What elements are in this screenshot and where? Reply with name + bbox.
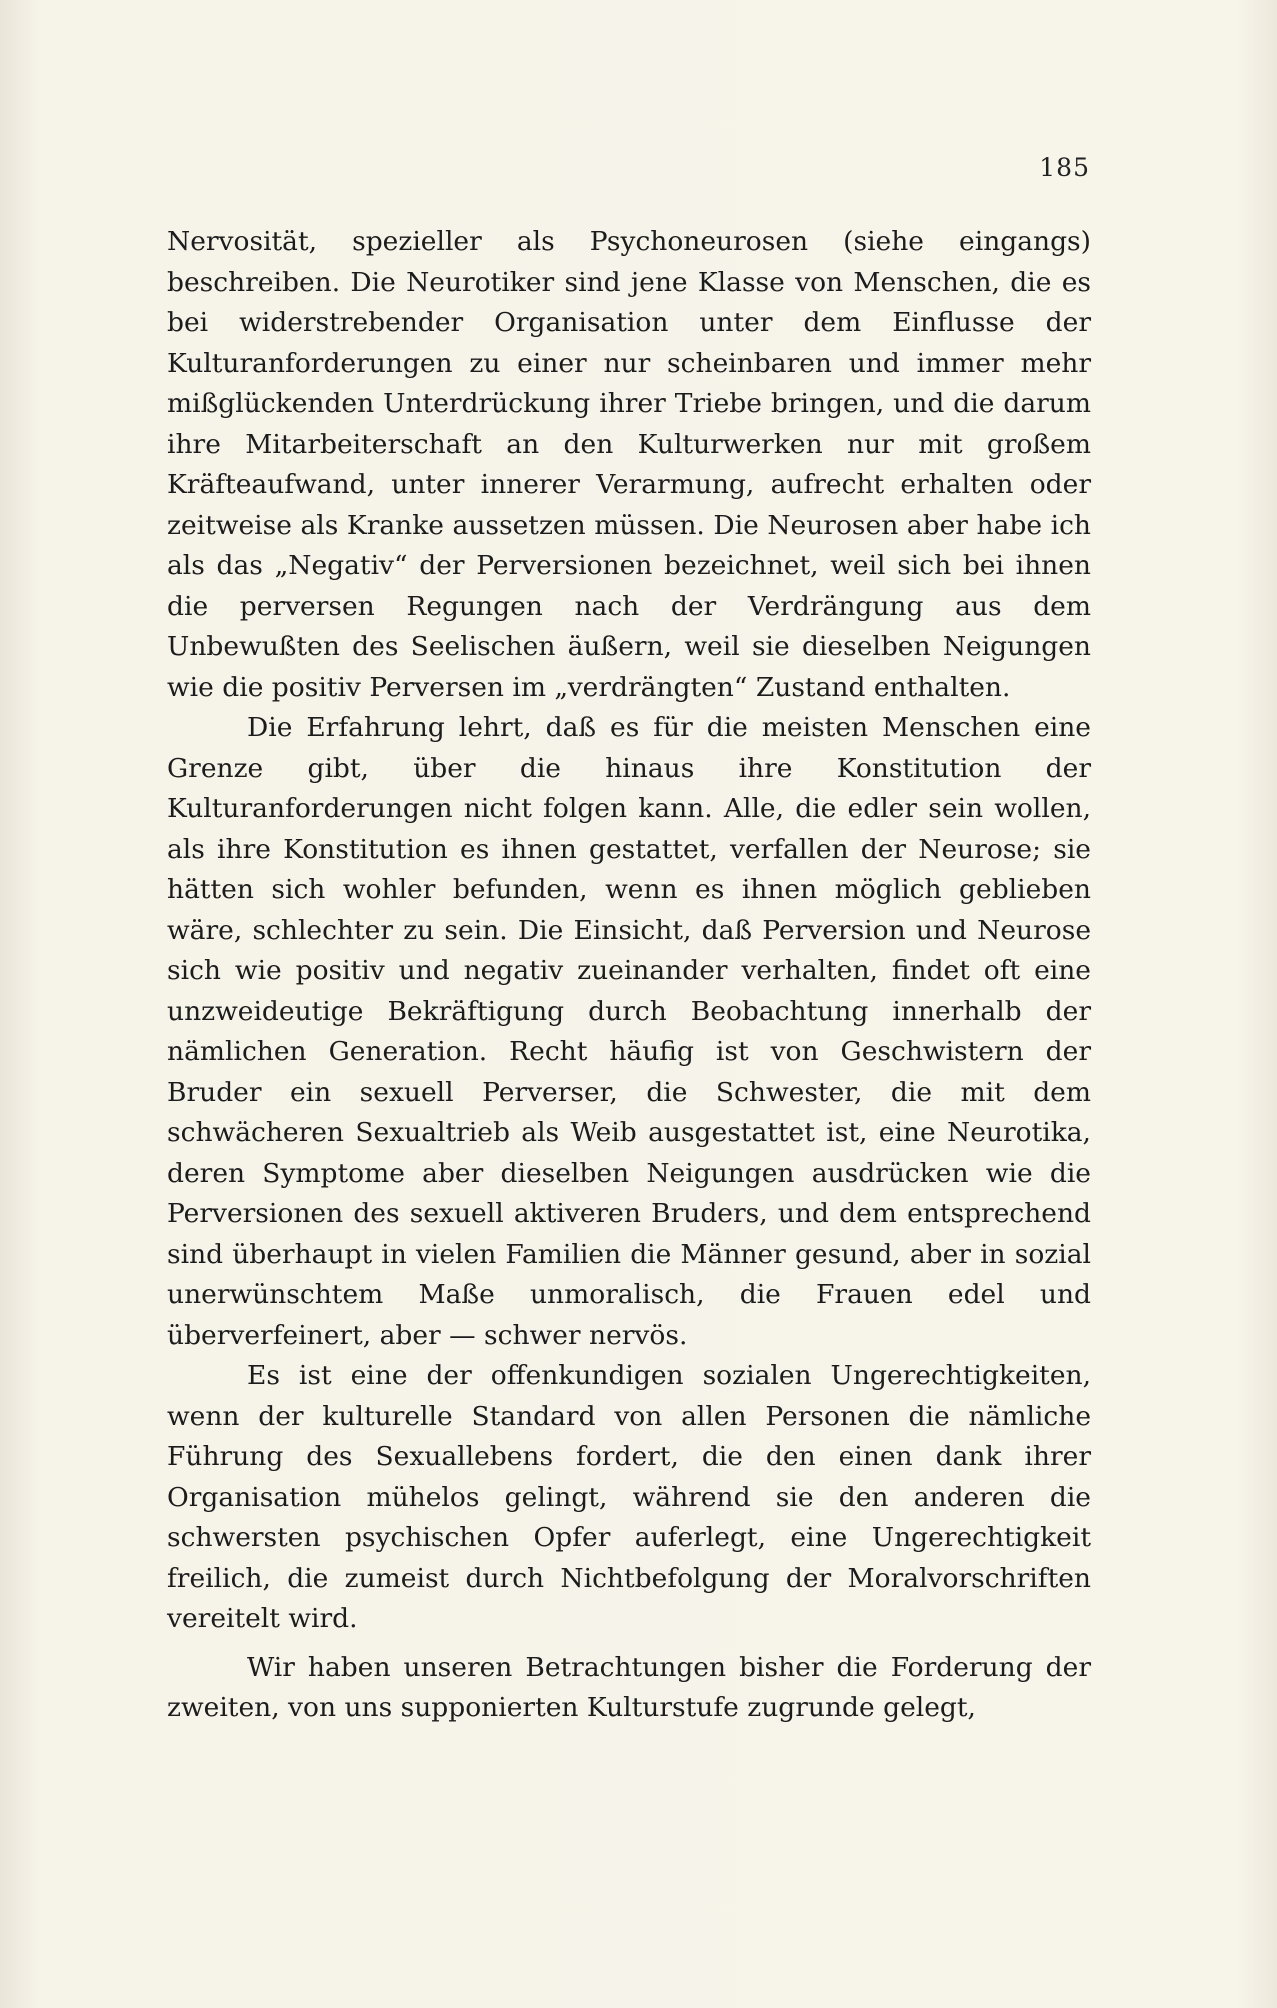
paragraph-3: Es ist eine der offenkundigen sozialen Ungerechtigkeiten, wenn der kulturelle Standard von allen Personen die nämliche Führung des Sexuallebens fordert, die den einen dank ihrer Organisation mühelos gelingt, während sie den anderen die schwersten psychischen Opfer auferlegt, eine Ungerechtigkeit freilich, die zumeist durch Nichtbefolgung der Moralvorschriften vereitelt wird. <box>167 1360 1091 1634</box>
body-text <box>167 222 1091 1729</box>
paragraph-2: Die Erfahrung lehrt, daß es für die meisten Menschen eine Grenze gibt, über die hinaus ihre Konstitution der Kulturanforderungen nicht folgen kann. Alle, die edler sein wollen, als ihre Konstitution es ihnen gestattet, verfallen der Neurose; sie hätten sich wohler befunden, wenn es ihnen möglich geblieben wäre, schlechter zu sein. Die Einsicht, daß Perversion und Neurose sich wie positiv und negativ zueinander verhalten, findet oft eine unzweideutige Bekräftigung durch Beobachtung innerhalb der nämlichen Generation. Recht häufig ist von Geschwistern der Bruder ein sexuell Perverser, die Schwester, die mit dem schwächeren Sexualtrieb als Weib ausgestattet ist, eine Neurotika, deren Symptome aber dieselben Neigungen ausdrücken wie die Perversionen des sexuell aktiveren Bruders, und dem entsprechend sind überhaupt in vielen Familien die Männer gesund, aber in sozial unerwünschtem Maße unmoralisch, die Frauen edel und überverfeinert, aber — schwer nervös. <box>167 712 1091 1351</box>
paragraph-4: Wir haben unseren Betrachtungen bisher die Forderung der zweiten, von uns supponierten Kulturstufe zugrunde gelegt, <box>167 1651 1091 1723</box>
paragraph-1: Nervosität, spezieller als Psychoneurosen (siehe eingangs) beschreiben. Die Neurotiker sind jene Klasse von Menschen, die es bei widerstrebender Organisation unter dem Einflusse der Kulturanforderungen zu einer nur scheinbaren und immer mehr mißglückenden Unterdrückung ihrer Triebe bringen, und die darum ihre Mitarbeiterschaft an den Kulturwerken nur mit großem Kräfteaufwand, unter innerer Verarmung, aufrecht erhalten oder zeitweise als Kranke aussetzen müssen. Die Neurosen aber habe ich als das „Negativ“ der Perversionen bezeichnet, weil sich bei ihnen die perversen Regungen nach der Verdrängung aus dem Unbewußten des Seelischen äußern, weil sie dieselben Neigungen wie die positiv Perversen im „verdrängten“ Zustand enthalten. <box>167 226 1091 703</box>
page-number: 185 <box>1039 153 1090 182</box>
